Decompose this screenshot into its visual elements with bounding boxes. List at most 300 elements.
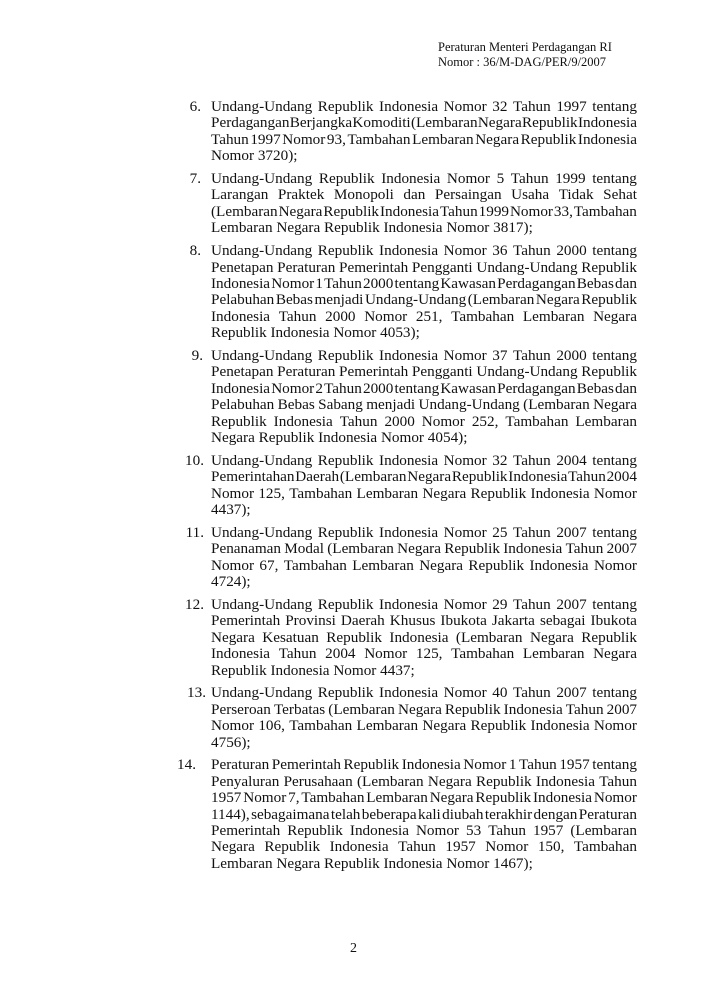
word: Lembaran	[522, 307, 585, 325]
word: Komoditi	[352, 114, 411, 132]
word: Undang-Undang	[211, 98, 313, 115]
word: 1957	[559, 756, 590, 774]
word: Negara	[475, 130, 520, 148]
word: 53	[466, 822, 482, 840]
word: 1144),	[211, 805, 250, 823]
word: Nomor	[211, 556, 255, 574]
word: Negara	[529, 628, 574, 646]
text-line	[211, 541, 637, 557]
word: tentang	[592, 595, 637, 613]
word: Kesatuan	[262, 628, 319, 646]
text-line: Negara Republik Indonesia Nomor 4054);	[211, 428, 468, 446]
word: Pemerintahan	[211, 468, 295, 486]
item-number: 8.	[189, 242, 201, 260]
word: Negara	[211, 628, 255, 646]
text-line	[211, 171, 637, 187]
text-line	[211, 630, 637, 646]
word: menjadi	[314, 291, 364, 309]
text-line	[211, 558, 637, 574]
word: (Lembaran	[455, 628, 523, 646]
word: dengan	[533, 805, 578, 823]
word: 125,	[415, 645, 443, 663]
text-line	[211, 292, 637, 308]
word: Monopoli	[333, 186, 394, 204]
text-line: Republik Indonesia Nomor 4053);	[211, 324, 420, 342]
word: Terbatas	[273, 700, 326, 718]
word: Indonesia	[273, 412, 333, 430]
word: Negara	[535, 291, 580, 309]
word: 33,	[553, 202, 573, 220]
word: Nomor	[364, 307, 408, 325]
word: Nomor	[443, 523, 487, 541]
word: Negara	[278, 202, 323, 220]
word: tentang	[592, 98, 637, 115]
word: Tambahan	[505, 412, 569, 430]
word: 125,	[258, 484, 285, 502]
word: dan	[615, 274, 637, 292]
word: 5	[496, 170, 505, 188]
word: Lembaran	[356, 484, 419, 502]
word: Nomor	[443, 242, 487, 260]
list-item	[0, 685, 707, 751]
item-text	[211, 99, 637, 165]
text-line: Lembaran Negara Republik Indonesia Nomor 3817);	[211, 219, 533, 237]
word: 150,	[537, 838, 565, 856]
word: Perusahaan	[283, 772, 353, 790]
word: Republik	[475, 772, 532, 790]
word: Modal	[284, 540, 324, 558]
word: 93,	[326, 130, 346, 148]
word: Nomor	[421, 412, 465, 430]
word: Indonesia	[379, 98, 439, 115]
word: Indonesia	[508, 468, 568, 486]
word: Penanaman	[211, 540, 282, 558]
word: Indonesia	[535, 772, 595, 790]
word: Tambahan	[451, 307, 515, 325]
text-line	[211, 774, 637, 790]
list-item	[0, 348, 707, 446]
word: Undang-Undang	[211, 170, 313, 188]
word: Pemerintah	[339, 258, 409, 276]
word: Nomor	[443, 684, 487, 702]
word: Undang-Undang	[211, 684, 313, 702]
item-number: 11.	[185, 523, 204, 541]
word: Republik	[451, 468, 508, 486]
word: Indonesia	[211, 307, 271, 325]
word: Tahun	[565, 540, 604, 558]
word: Nomor	[593, 789, 637, 807]
text-line: Nomor 3720);	[211, 147, 298, 165]
word: Tambahan	[451, 645, 515, 663]
word: tentang	[394, 274, 440, 292]
item-text	[211, 525, 637, 591]
word: Kawasan	[440, 379, 497, 397]
word: Khusus	[389, 612, 436, 630]
word: Republik	[317, 523, 374, 541]
word: Praktek	[277, 186, 325, 204]
word: Indonesia	[211, 274, 271, 292]
item-text	[211, 597, 637, 679]
word: Tahun	[324, 274, 362, 292]
word: Indonesia	[379, 595, 439, 613]
word: Republik	[581, 628, 637, 646]
word: 40	[492, 684, 508, 702]
word: Republik	[470, 717, 527, 735]
word: Lembaran	[412, 130, 474, 148]
word: Bebas	[277, 396, 315, 414]
word: Lembaran	[575, 412, 637, 430]
word: Nomor	[593, 484, 637, 502]
word: tentang	[592, 451, 637, 469]
word: 2004	[606, 468, 637, 486]
word: Daerah	[340, 612, 385, 630]
word: Nomor	[443, 346, 487, 364]
word: Tahun	[439, 202, 478, 220]
word: tentang	[592, 346, 637, 364]
word: 7,	[288, 789, 300, 807]
document-header	[438, 40, 612, 70]
word: Negara	[397, 540, 441, 558]
word: Tahun	[510, 170, 549, 188]
word: Nomor	[593, 556, 637, 574]
word: Perdagangan	[497, 379, 576, 397]
text-line	[211, 839, 637, 855]
word: Negara	[397, 700, 442, 718]
word: Tahun	[513, 242, 551, 260]
word: Lembaran	[356, 717, 419, 735]
word: Republik	[581, 291, 637, 309]
text-line	[211, 381, 637, 397]
word: Persaingan	[434, 186, 502, 204]
word: Indonesia	[503, 540, 563, 558]
word: Pelabuhan	[211, 396, 275, 414]
word: Nomor	[271, 274, 315, 292]
word: Jakarta	[491, 612, 535, 630]
word: Indonesia	[349, 822, 409, 840]
word: Tambahan	[573, 838, 637, 856]
word: Nomor	[463, 756, 507, 774]
text-line	[211, 790, 637, 806]
item-number: 10.	[185, 451, 204, 469]
word: Pengganti	[411, 363, 473, 381]
word: 2000	[556, 242, 587, 260]
text-line	[211, 718, 637, 734]
word: Tahun	[339, 412, 378, 430]
word: Provinsi	[285, 612, 336, 630]
legal-basis-list	[0, 99, 707, 879]
word: diubah	[442, 805, 484, 823]
word: Undang-Undang	[418, 396, 520, 414]
text-line: 4437);	[211, 500, 251, 518]
word: Republik	[317, 346, 374, 364]
word: Penetapan	[211, 258, 274, 276]
word: Indonesia	[379, 242, 439, 260]
word: (Lembaran	[211, 202, 278, 220]
word: dan	[615, 379, 637, 397]
text-line: Lembaran Negara Republik Indonesia Nomor 1467);	[211, 854, 533, 872]
word: Republik	[318, 170, 375, 188]
word: 251,	[415, 307, 443, 325]
word: 25	[492, 523, 508, 541]
text-line	[211, 260, 637, 276]
word: Republik	[444, 700, 501, 718]
text-line	[211, 414, 637, 430]
word: Pengganti	[411, 258, 473, 276]
word: Daerah	[295, 468, 340, 486]
word: Nomor	[364, 645, 408, 663]
word: (Lembaran	[327, 540, 394, 558]
word: Republik	[317, 98, 374, 115]
item-text	[211, 348, 637, 446]
word: Undang-Undang	[211, 595, 313, 613]
text-line	[211, 469, 637, 485]
word: 1	[508, 756, 517, 774]
word: Republik	[475, 789, 532, 807]
word: dan	[403, 186, 426, 204]
word: Indonesia	[329, 838, 389, 856]
word: Undang-Undang	[476, 363, 578, 381]
word: Ibukota	[440, 612, 487, 630]
item-number: 9.	[191, 346, 203, 364]
word: Perdagangan	[211, 114, 290, 132]
word: Ibukota	[590, 612, 637, 630]
word: telah	[330, 805, 361, 823]
word: 1999	[555, 170, 586, 188]
word: Republik	[520, 130, 577, 148]
word: 1997	[556, 98, 587, 115]
word: tentang	[592, 242, 637, 260]
text-line	[211, 757, 637, 773]
word: Larangan	[211, 186, 269, 204]
item-number: 14.	[177, 756, 196, 774]
word: Indonesia	[379, 451, 439, 469]
word: Republik	[444, 540, 500, 558]
word: 2004	[556, 451, 587, 469]
text-line	[211, 243, 637, 259]
word: Republik	[211, 412, 267, 430]
text-line	[211, 132, 637, 148]
item-text	[211, 453, 637, 519]
word: Tahun	[211, 130, 249, 148]
word: 2007	[556, 595, 587, 613]
text-line	[211, 309, 637, 325]
list-item	[0, 243, 707, 341]
text-line	[211, 187, 637, 203]
word: 67,	[259, 556, 279, 574]
word: 32	[492, 98, 508, 115]
word: Nomor	[243, 789, 287, 807]
word: Indonesia	[211, 379, 271, 397]
word: Pemerintah	[271, 756, 341, 774]
word: Tahun	[513, 595, 551, 613]
list-item	[0, 597, 707, 679]
word: 2000	[362, 274, 394, 292]
regulation-title: Peraturan Menteri Perdagangan RI	[438, 40, 612, 54]
word: Tahun	[278, 307, 317, 325]
word: Lembaran	[366, 789, 428, 807]
word: Republik	[317, 595, 374, 613]
word: Tambahan	[347, 130, 411, 148]
word: Tahun	[565, 700, 604, 718]
item-number: 6.	[189, 98, 201, 115]
word: Republik	[581, 258, 637, 276]
word: Indonesia	[577, 114, 637, 132]
text-line	[211, 807, 637, 823]
word: Tahun	[513, 98, 551, 115]
word: Negara	[593, 307, 637, 325]
text-line	[211, 486, 637, 502]
word: Nomor	[415, 822, 459, 840]
word: Pemerintah	[211, 822, 281, 840]
word: Indonesia	[529, 556, 589, 574]
word: Peraturan	[578, 805, 637, 823]
word: Negara	[477, 114, 522, 132]
word: tentang	[592, 170, 637, 188]
word: Indonesia	[381, 170, 441, 188]
word: 2004	[325, 645, 356, 663]
word: 1999	[478, 202, 510, 220]
word: Indonesia	[530, 484, 590, 502]
word: Negara	[429, 789, 474, 807]
text-line	[211, 613, 637, 629]
text-line	[211, 597, 637, 613]
word: Negara	[427, 772, 472, 790]
word: Indonesia	[379, 523, 439, 541]
text-line: 4724);	[211, 573, 251, 591]
word: Usaha	[511, 186, 550, 204]
word: sebagai	[539, 612, 586, 630]
word: sebagaimana	[251, 805, 330, 823]
text-line	[211, 702, 637, 718]
text-line	[211, 115, 637, 131]
word: Indonesia	[379, 202, 440, 220]
word: Tahun	[513, 451, 551, 469]
word: 1957	[211, 789, 242, 807]
word: Tahun	[513, 346, 551, 364]
word: 252,	[471, 412, 499, 430]
item-text	[211, 757, 637, 872]
word: Republik	[468, 556, 525, 574]
word: Peraturan	[277, 258, 336, 276]
word: Tahun	[398, 838, 436, 856]
word: Nomor	[282, 130, 326, 148]
word: Nomor	[593, 717, 637, 735]
text-line	[211, 823, 637, 839]
text-line	[211, 397, 637, 413]
word: kali	[418, 805, 441, 823]
word: (Lembaran	[357, 772, 424, 790]
word: 2000	[556, 346, 587, 364]
word: Republik	[581, 363, 637, 381]
word: (Lembaran	[523, 396, 590, 414]
word: Indonesia	[503, 700, 563, 718]
word: Bebas	[576, 274, 614, 292]
word: 2000	[362, 379, 394, 397]
text-line	[211, 364, 637, 380]
list-item	[0, 453, 707, 519]
word: Pemerintah	[211, 612, 281, 630]
text-line	[211, 348, 637, 364]
word: Indonesia	[211, 645, 271, 663]
word: Tidak	[558, 186, 594, 204]
text-line	[211, 646, 637, 662]
word: 37	[492, 346, 508, 364]
word: Negara	[422, 717, 467, 735]
word: Tambahan	[573, 202, 637, 220]
word: Undang-Undang	[364, 291, 467, 309]
word: 2007	[556, 523, 587, 541]
word: Nomor	[443, 595, 487, 613]
word: Tahun	[519, 756, 557, 774]
word: Negara	[211, 838, 255, 856]
item-text	[211, 685, 637, 751]
word: Tahun	[599, 772, 637, 790]
word: beberapa	[361, 805, 417, 823]
word: Sehat	[603, 186, 637, 204]
text-line	[211, 204, 637, 220]
word: 1957	[532, 822, 564, 840]
text-line	[211, 276, 637, 292]
word: Pemerintah	[339, 363, 409, 381]
word: Lembaran	[522, 645, 585, 663]
word: Republik	[317, 242, 374, 260]
word: Undang-Undang	[211, 523, 313, 541]
word: Indonesia	[530, 717, 590, 735]
word: tentang	[592, 684, 637, 702]
word: Peraturan	[277, 363, 336, 381]
word: 2007	[606, 700, 637, 718]
word: Nomor	[443, 98, 487, 115]
word: Bebas	[576, 379, 614, 397]
word: 2007	[556, 684, 587, 702]
text-line	[211, 453, 637, 469]
word: Peraturan	[211, 756, 270, 774]
word: Negara	[422, 484, 467, 502]
word: 2000	[384, 412, 415, 430]
word: Undang-Undang	[211, 346, 313, 364]
word: Indonesia	[389, 628, 449, 646]
word: Negara	[407, 468, 452, 486]
word: Tahun	[513, 523, 551, 541]
word: Tahun	[278, 645, 317, 663]
word: (Lembaran	[328, 700, 395, 718]
regulation-number: Nomor : 36/M-DAG/PER/9/2007	[438, 55, 607, 69]
word: Nomor	[446, 170, 490, 188]
text-line: Republik Indonesia Nomor 4437;	[211, 661, 415, 679]
word: Undang-Undang	[211, 242, 313, 260]
word: Tambahan	[283, 556, 347, 574]
word: Perdagangan	[497, 274, 576, 292]
word: 2	[315, 379, 323, 397]
word: Republik	[470, 484, 527, 502]
item-number: 7.	[189, 170, 201, 188]
word: (Lembaran	[570, 822, 637, 840]
word: Republik	[326, 628, 382, 646]
word: Indonesia	[532, 789, 592, 807]
word: 29	[492, 595, 508, 613]
word: Penyaluran	[211, 772, 280, 790]
word: 1957	[445, 838, 476, 856]
word: Indonesia	[401, 756, 461, 774]
list-item	[0, 99, 707, 165]
word: 32	[492, 451, 508, 469]
word: Negara	[593, 396, 637, 414]
word: Tahun	[568, 468, 606, 486]
item-text	[211, 171, 637, 237]
word: Negara	[419, 556, 464, 574]
word: Republik	[264, 838, 321, 856]
text-line: 4756);	[211, 733, 251, 751]
